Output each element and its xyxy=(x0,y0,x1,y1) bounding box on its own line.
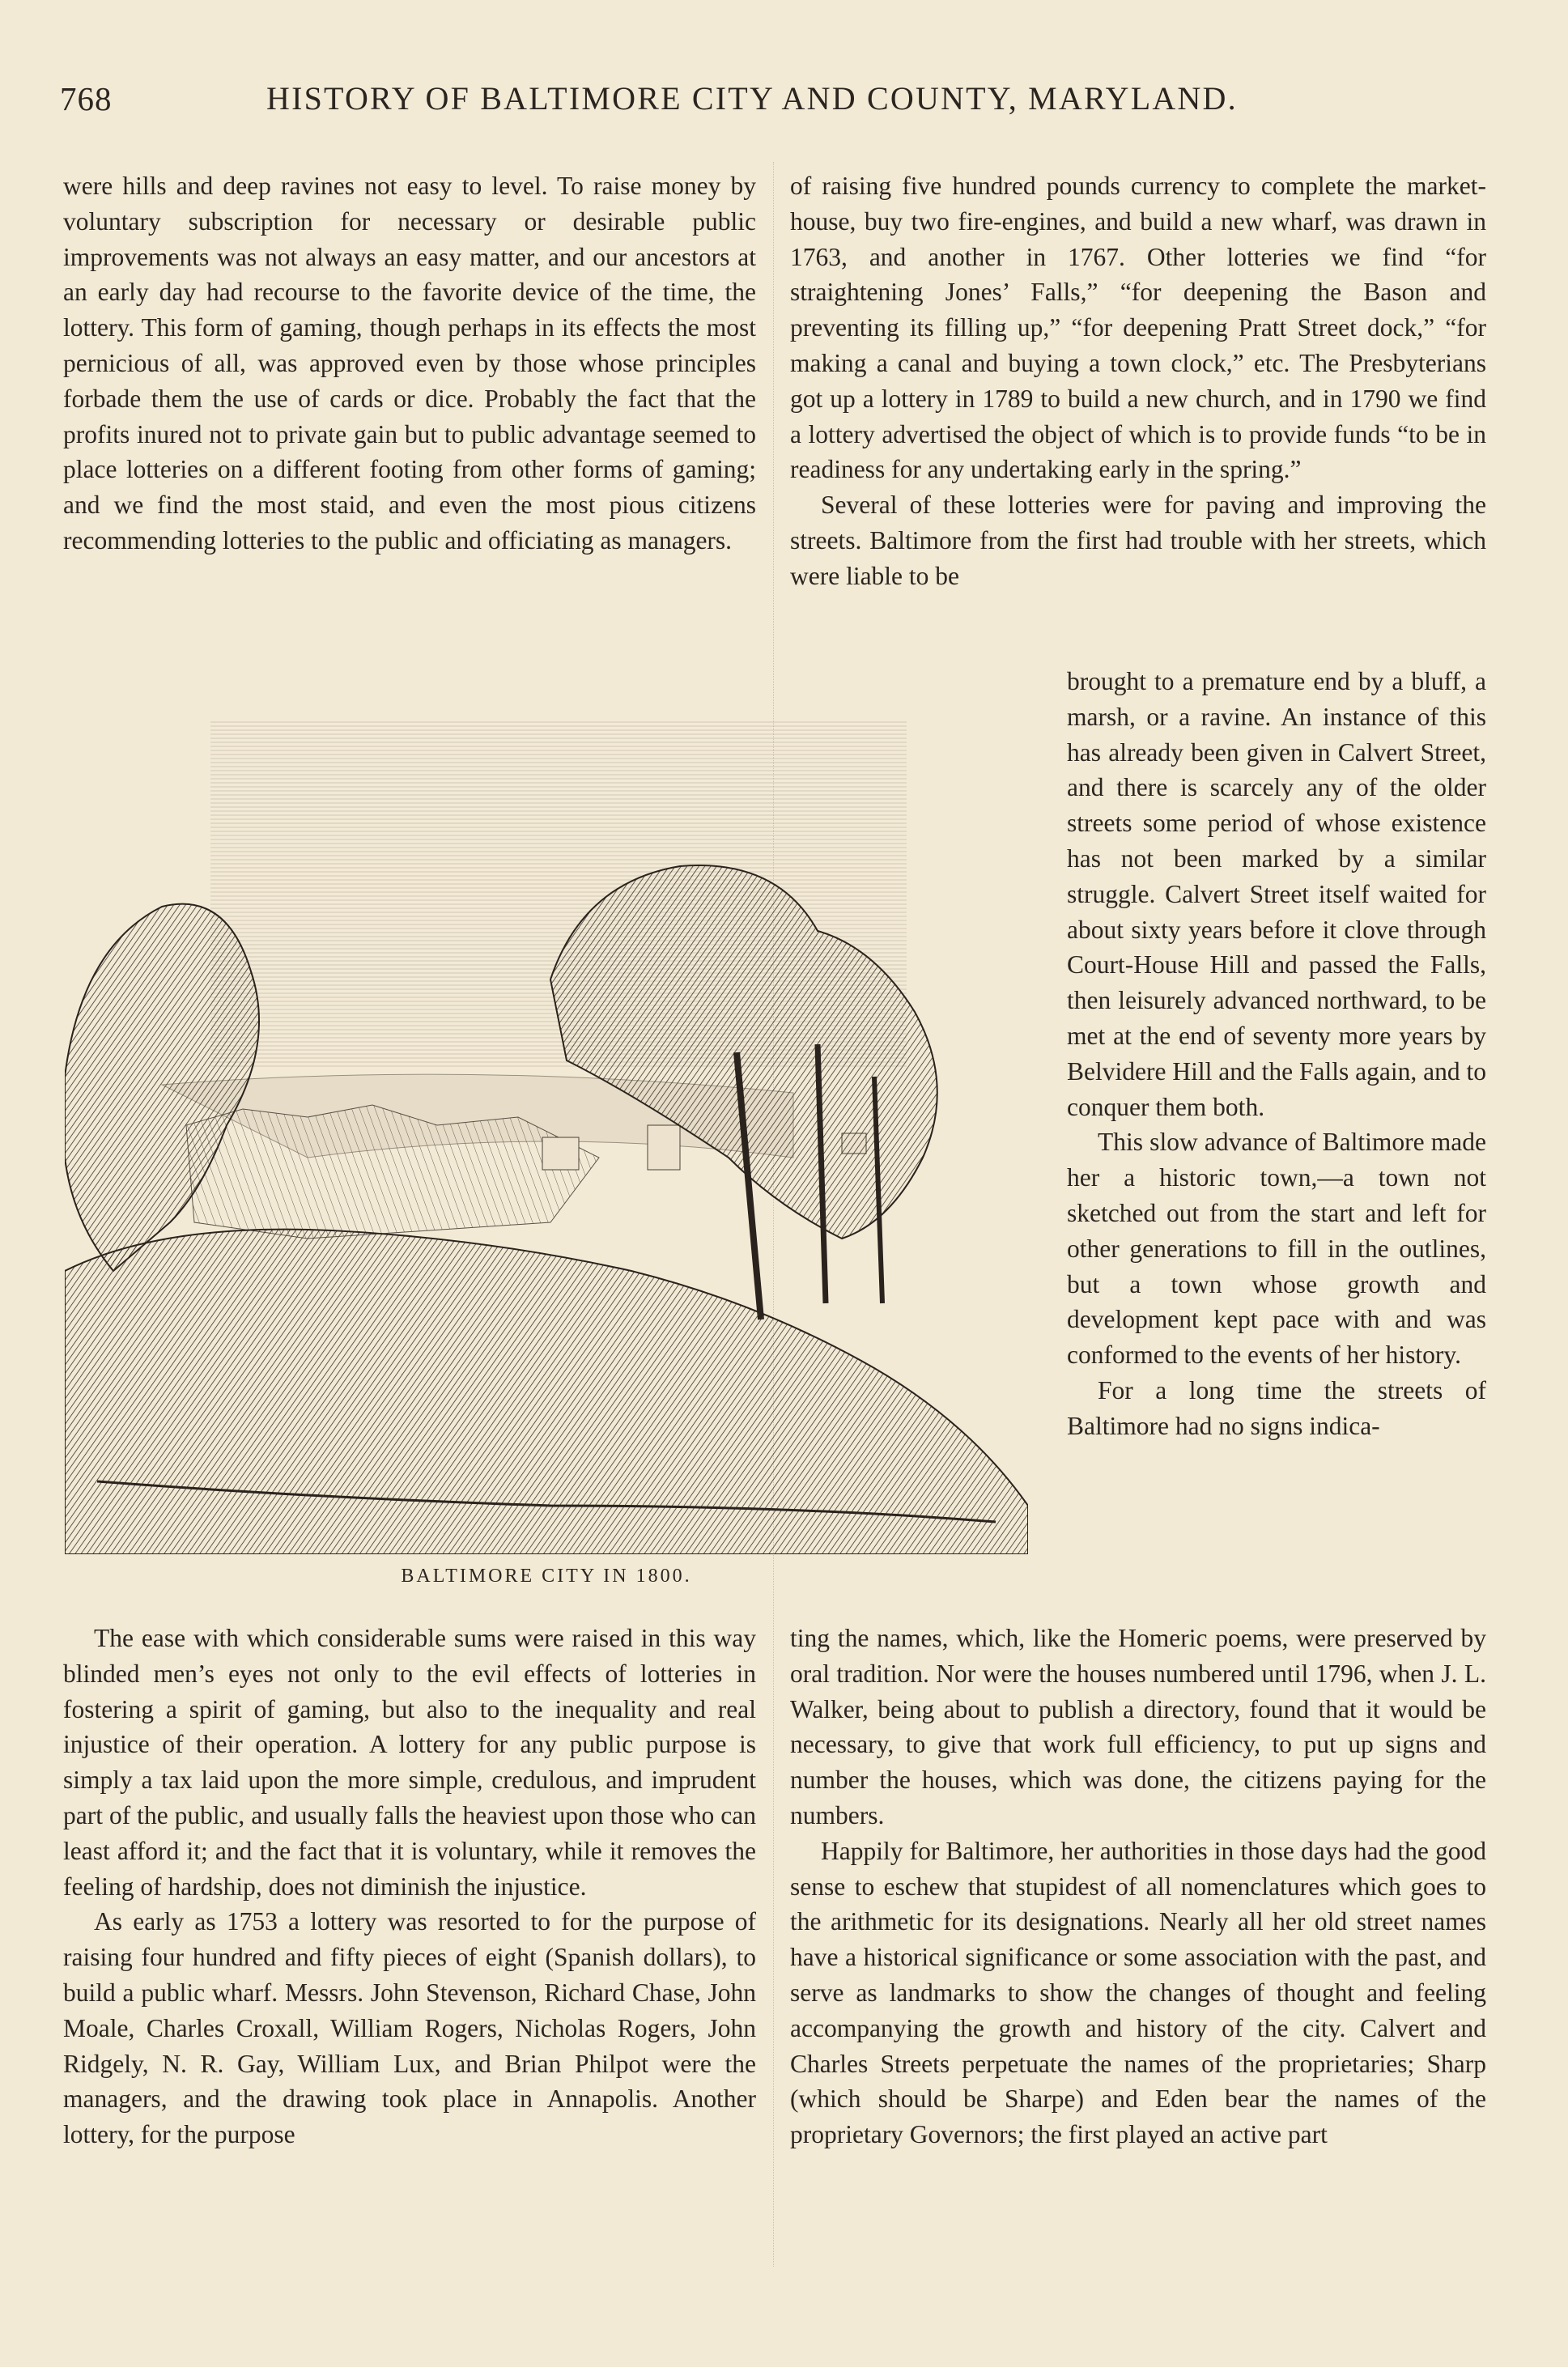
paragraph: This slow advance of Baltimore made her a historic town,—a town not sketched out from the start and left for other generations to fill in the outlines, but a town whose growth and development kept pace with and was conformed to the events of her history. xyxy=(1067,1128,1486,1370)
paragraph: The ease with which considerable sums were raised in this way blinded men’s eyes not only to the evil effects of lotteries in fostering a spirit of gaming, but also to the inequality and real injustice of their operation. A lottery for any public purpose is simply a tax laid upon the more simple, credulous, and imprudent part of the public, and usually falls the heaviest upon those who can least afford it; and the fact that it is voluntary, while it removes the feeling of hardship, does not diminish the injustice. xyxy=(63,1624,756,1901)
right-column-top xyxy=(790,168,1486,594)
page-number: 768 xyxy=(60,80,113,117)
paragraph: Happily for Baltimore, her authorities in those days had the good sense to eschew that stupidest of all nomenclatures which goes to the arithmetic for its designations. Nearly all her old street names have a historical significance or some association with the past, and serve as landmarks to show the changes of thought and feeling accompanying the growth and history of the city. Calvert and Charles Streets perpetuate the names of the proprietaries; Sharp (which should be Sharpe) and Eden bear the names of the proprietary Governors; the first played an active part xyxy=(790,1836,1486,2149)
paragraph: As early as 1753 a lottery was resorted to for the purpose of raising four hundred and fifty pieces of eight (Spanish dollars), to build a public wharf. Messrs. John Stevenson, Richard Chase, John Moale, Charles Croxall, William Rogers, Nicholas Rogers, John Ridgely, N. R. Gay, William Lux, and Brian Philpot were the managers, and the drawing took place in Annapolis. Another lottery, for the purpose xyxy=(63,1907,756,2149)
paragraph: Several of these lotteries were for paving and improving the streets. Baltimore from the first had trouble with her streets, which were liable to be xyxy=(790,491,1486,590)
right-column-bottom xyxy=(790,1621,1486,2152)
page-header xyxy=(60,79,1511,128)
engraving-baltimore-1800 xyxy=(65,704,1028,1554)
engraving-image xyxy=(65,704,1028,1554)
left-column-top xyxy=(63,168,756,559)
paragraph: brought to a premature end by a bluff, a marsh, or a ravine. An instance of this has already been given in Calvert Street, and there is scarcely any of the older streets some period of whose existence has not been marked by a similar struggle. Calvert Street itself waited for about sixty years before it clove through Court-House Hill and passed the Falls, then leisurely advanced northward, to be met at the end of seventy more years by Belvidere Hill and the Falls again, and to conquer them both. xyxy=(1067,667,1486,1121)
illustration-caption: BALTIMORE CITY IN 1800. xyxy=(401,1566,692,1587)
paragraph: were hills and deep ravines not easy to level. To raise money by voluntary subscription for necessary or desirable public improvements was not always an easy matter, and our ancestors at an early day had recourse to the favorite device of the time, the lottery. This form of gaming, though perhaps in its effects the most pernicious of all, was approved even by those whose principles forbade them the use of cards or dice. Probably the fact that the profits inured not to private gain but to public advantage seemed to place lotteries on a different footing from other forms of gaming; and we find the most staid, and even the most pious citizens recommending lotteries to the public and officiating as managers. xyxy=(63,172,756,555)
paragraph: ting the names, which, like the Homeric poems, were preserved by oral tradition. Nor were the houses numbered until 1796, when J. L. Walker, being about to publish a directory, found that it would be necessary, to give that work full efficiency, to put up signs and number the houses, which was done, the citizens paying for the numbers. xyxy=(790,1624,1486,1829)
left-column-bottom xyxy=(63,1621,756,2152)
paragraph: of raising five hundred pounds currency to complete the market-house, buy two fire-engines, and build a new wharf, was drawn in 1763, and another in 1767. Other lotteries we find “for straightening Jones’ Falls,” “for deepening the Bason and preventing its filling up,” “for deepening Pratt Street dock,” “for making a canal and buying a town clock,” etc. The Presbyterians got up a lottery in 1789 to build a new church, and in 1790 we find a lottery advertised the object of which is to provide funds “to be in readiness for any undertaking early in the spring.” xyxy=(790,172,1486,484)
running-head: HISTORY OF BALTIMORE CITY AND COUNTY, MARYLAND. xyxy=(266,80,1238,117)
right-column-beside-illustration xyxy=(1067,664,1486,1444)
paragraph: For a long time the streets of Baltimore had no signs indica- xyxy=(1067,1375,1486,1440)
